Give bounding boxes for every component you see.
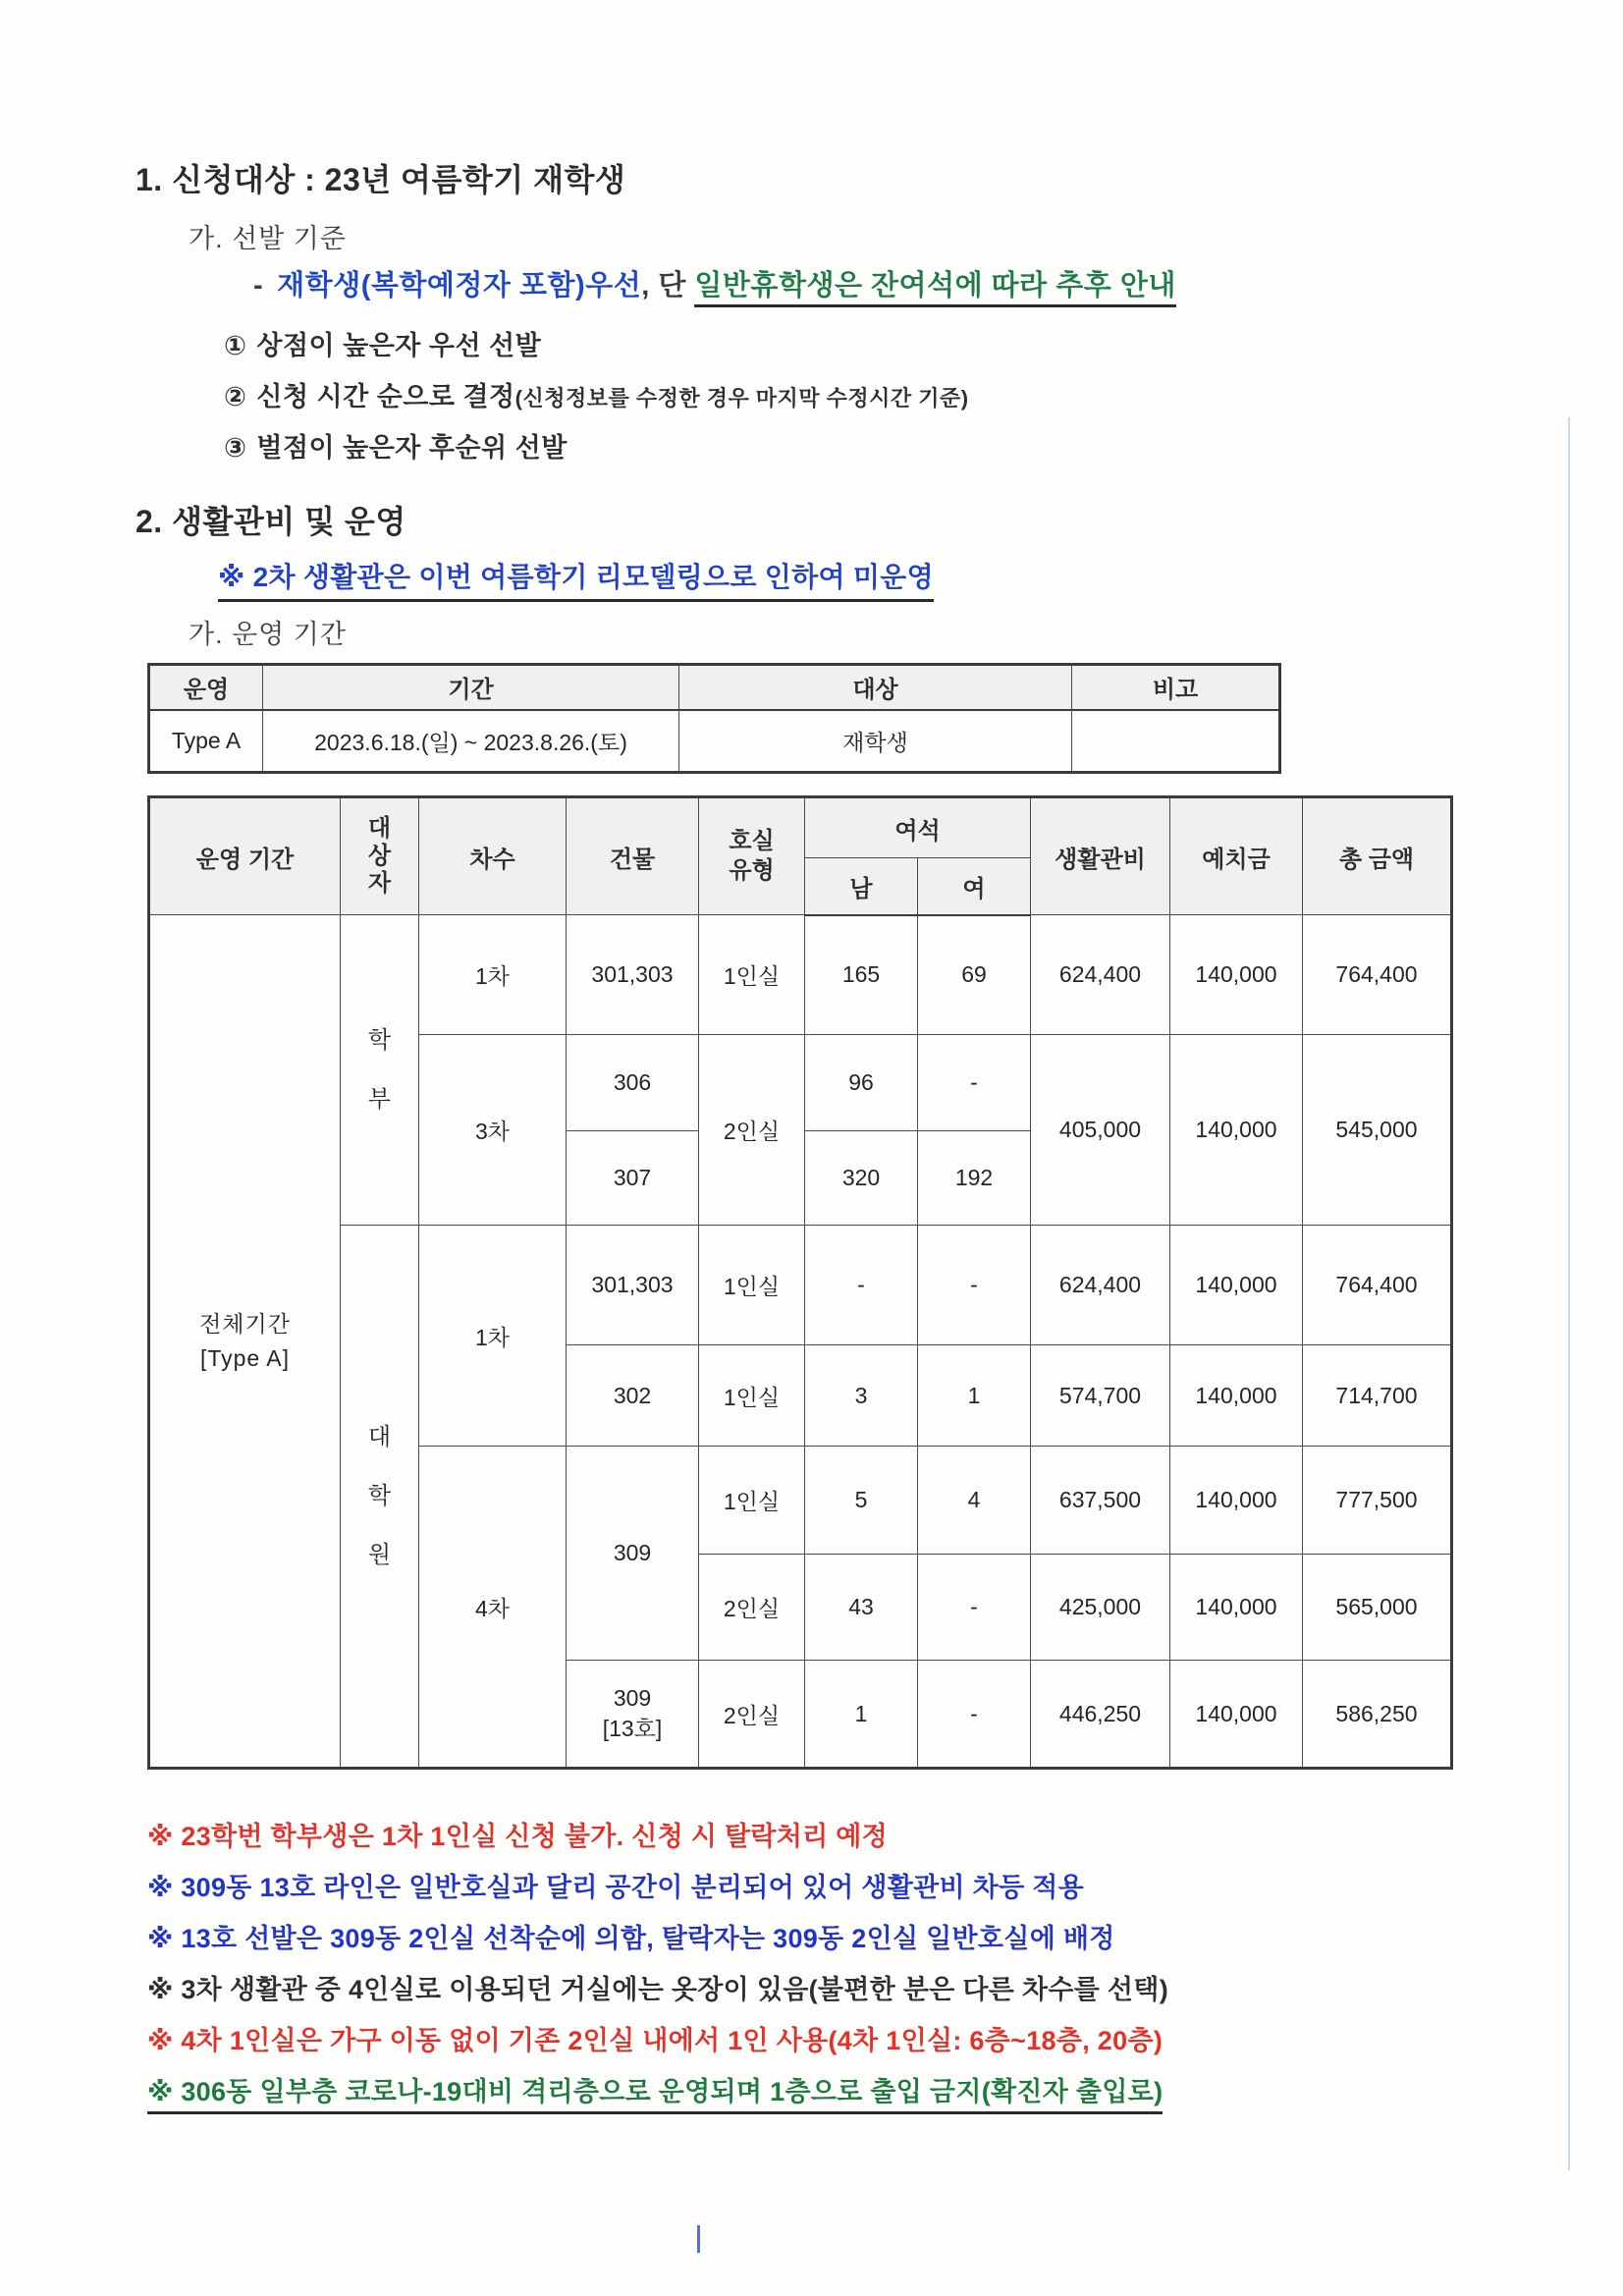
- cell-room-type: 1인실: [699, 1447, 805, 1555]
- cell-room-type: 2인실: [699, 1035, 805, 1226]
- circled-3-marker: ③: [224, 433, 247, 463]
- note-4: ※ 3차 생활관 중 4인실로 이용되던 거실에는 옷장이 있음(불편한 분은 다른 차수를 선택): [147, 1975, 1168, 2004]
- cell-deposit: 140,000: [1170, 915, 1303, 1035]
- cell-vacancy-female: -: [918, 1661, 1031, 1769]
- priority-enrolled-text: 재학생(복학예정자 포함)우선: [277, 270, 642, 301]
- criteria-mid-text: , 단: [641, 270, 695, 301]
- cell-vacancy-male: -: [805, 1226, 918, 1345]
- remodeling-notice: ※ 2차 생활관은 이번 여름학기 리모델링으로 인하여 미운영: [218, 556, 934, 602]
- cell-room-type: 1인실: [699, 1345, 805, 1447]
- cell-building: 301,303: [567, 915, 699, 1035]
- cell-building: 309: [567, 1447, 699, 1661]
- criteria-item-2: [224, 375, 969, 413]
- full-period-line2: [Type A]: [199, 1344, 291, 1371]
- scan-blue-dash: [697, 2225, 700, 2253]
- room-type-wrapped-label: 호실유형: [729, 828, 775, 884]
- cell-deposit: 140,000: [1170, 1555, 1303, 1661]
- col-header-female: 여: [918, 858, 1031, 915]
- section2-subheading: 가. 운영 기간: [189, 620, 347, 649]
- cell-vacancy-female: -: [918, 1035, 1031, 1131]
- dormitory-fee-table: [147, 795, 1453, 1770]
- cell-vacancy-male: 165: [805, 915, 918, 1035]
- cell-vacancy-male: 320: [805, 1131, 918, 1226]
- cell-fee: 637,500: [1031, 1447, 1170, 1555]
- full-period-line1: 전체기간: [199, 1311, 291, 1337]
- cell-total: 764,400: [1303, 1226, 1452, 1345]
- col-header-operating-period: 운영 기간: [149, 797, 341, 915]
- col-header-deposit: 예치금: [1170, 797, 1303, 915]
- cell-building: 307: [567, 1131, 699, 1226]
- cell-remarks-empty: [1072, 710, 1280, 773]
- col-header-building: 건물: [567, 797, 699, 915]
- cell-total: 586,250: [1303, 1661, 1452, 1769]
- col-header-period: 기간: [263, 665, 679, 710]
- cell-type-a: Type A: [149, 710, 263, 773]
- section2-title: 2. 생활관비 및 운영: [135, 504, 406, 539]
- cell-total: 565,000: [1303, 1555, 1452, 1661]
- cell-full-period: [149, 915, 341, 1769]
- cell-deposit: 140,000: [1170, 1661, 1303, 1769]
- fee-table-header-row-1: [149, 797, 1452, 858]
- fee-row-grad-round1-301303: [149, 1226, 1452, 1345]
- cell-room-type: 1인실: [699, 1226, 805, 1345]
- cell-building: 302: [567, 1345, 699, 1447]
- cell-round: 3차: [419, 1035, 567, 1226]
- col-header-total: 총 금액: [1303, 797, 1452, 915]
- col-header-remarks: 비고: [1072, 665, 1280, 710]
- cell-room-type: 2인실: [699, 1661, 805, 1769]
- cell-undergrad-group: [341, 915, 419, 1226]
- note-1: ※ 23학번 학부생은 1차 1인실 신청 불가. 신청 시 탈락처리 예정: [147, 1822, 889, 1851]
- cell-total: 714,700: [1303, 1345, 1452, 1447]
- leave-students-text: 일반휴학생은 잔여석에 따라 추후 안내: [694, 270, 1175, 307]
- col-header-vacancy: 여석: [805, 797, 1031, 858]
- criteria-item-2-text: 신청 시간 순으로 결정: [256, 382, 515, 411]
- note-6: ※ 306동 일부층 코로나-19대비 격리층으로 운영되며 1층으로 출입 금지(확진자 출입로): [147, 2070, 1163, 2114]
- cell-vacancy-female: -: [918, 1226, 1031, 1345]
- col-header-round: 차수: [419, 797, 567, 915]
- cell-deposit: 140,000: [1170, 1035, 1303, 1226]
- cell-room-type: 1인실: [699, 915, 805, 1035]
- cell-date-range: 2023.6.18.(일) ~ 2023.8.26.(토): [263, 710, 679, 773]
- cell-grad-group: [341, 1226, 419, 1769]
- criteria-item-2-note: (신청정보를 수정한 경우 마지막 수정시간 기준): [514, 386, 969, 410]
- building-13ho-line1: 309: [613, 1684, 652, 1711]
- undergrad-vertical-label: 학부: [367, 1026, 392, 1113]
- cell-vacancy-male: 3: [805, 1345, 918, 1447]
- cell-fee: 405,000: [1031, 1035, 1170, 1226]
- operation-period-table: [147, 663, 1281, 774]
- fee-row-undergrad-round1: [149, 915, 1452, 1035]
- cell-room-type: 2인실: [699, 1555, 805, 1661]
- cell-fee: 446,250: [1031, 1661, 1170, 1769]
- grad-vertical-label: 대학원: [367, 1423, 392, 1568]
- cell-vacancy-female: 69: [918, 915, 1031, 1035]
- col-header-operation: 운영: [149, 665, 263, 710]
- col-header-target: 대상: [679, 665, 1072, 710]
- note-2: ※ 309동 13호 라인은 일반호실과 달리 공간이 분리되어 있어 생활관비 차등 적용: [147, 1873, 1085, 1902]
- cell-vacancy-male: 5: [805, 1447, 918, 1555]
- cell-vacancy-male: 1: [805, 1661, 918, 1769]
- cell-total: 764,400: [1303, 915, 1452, 1035]
- building-13ho-line2: [13호]: [602, 1716, 663, 1741]
- col-header-fee: 생활관비: [1031, 797, 1170, 915]
- operation-table-row-typeA: [149, 710, 1280, 773]
- cell-vacancy-female: 1: [918, 1345, 1031, 1447]
- cell-vacancy-male: 96: [805, 1035, 918, 1131]
- col-header-room-type: [699, 797, 805, 915]
- note-5: ※ 4차 1인실은 가구 이동 없이 기존 2인실 내에서 1인 사용(4차 1인실: 6층~18층, 20층): [147, 2026, 1163, 2055]
- cell-fee: 574,700: [1031, 1345, 1170, 1447]
- cell-vacancy-female: 4: [918, 1447, 1031, 1555]
- circled-2-marker: ②: [224, 382, 247, 411]
- cell-vacancy-male: 43: [805, 1555, 918, 1661]
- cell-round: 4차: [419, 1447, 567, 1769]
- dash-bullet: -: [253, 270, 264, 301]
- target-person-vertical-label: 대상자: [367, 815, 392, 897]
- cell-building: 306: [567, 1035, 699, 1131]
- cell-deposit: 140,000: [1170, 1345, 1303, 1447]
- cell-building: 301,303: [567, 1226, 699, 1345]
- col-header-male: 남: [805, 858, 918, 915]
- section1-subheading: 가. 선발 기준: [189, 224, 347, 253]
- circled-1-marker: ①: [224, 331, 247, 360]
- cell-total: 545,000: [1303, 1035, 1452, 1226]
- cell-fee: 624,400: [1031, 915, 1170, 1035]
- cell-vacancy-female: 192: [918, 1131, 1031, 1226]
- criteria-item-3: [224, 426, 568, 465]
- cell-round: 1차: [419, 1226, 567, 1447]
- operation-table-header-row: [149, 665, 1280, 710]
- cell-total: 777,500: [1303, 1447, 1452, 1555]
- criteria-item-1: [224, 324, 541, 362]
- cell-fee: 425,000: [1031, 1555, 1170, 1661]
- cell-target-students: 재학생: [679, 710, 1072, 773]
- selection-criteria-line: [253, 263, 1176, 303]
- cell-deposit: 140,000: [1170, 1226, 1303, 1345]
- cell-deposit: 140,000: [1170, 1447, 1303, 1555]
- criteria-item-3-text: 벌점이 높은자 후순위 선발: [256, 433, 568, 463]
- cell-round: 1차: [419, 915, 567, 1035]
- note-3: ※ 13호 선발은 309동 2인실 선착순에 의함, 탈락자는 309동 2인실 일반호실에 배정: [147, 1924, 1115, 1953]
- scan-edge-line: [1568, 417, 1570, 2170]
- cell-vacancy-female: -: [918, 1555, 1031, 1661]
- col-header-target-person: [341, 797, 419, 915]
- section1-title: 1. 신청대상 : 23년 여름학기 재학생: [135, 162, 626, 197]
- cell-fee: 624,400: [1031, 1226, 1170, 1345]
- criteria-item-1-text: 상점이 높은자 우선 선발: [256, 331, 542, 360]
- cell-building-13ho: [567, 1661, 699, 1769]
